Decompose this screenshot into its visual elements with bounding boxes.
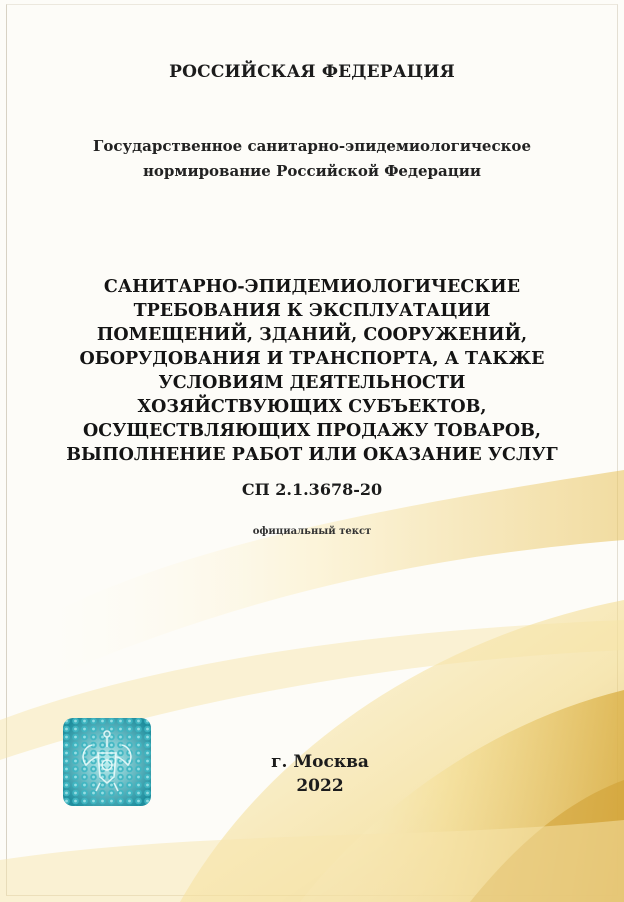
publication-year: 2022 bbox=[296, 776, 344, 796]
title-line: ПОМЕЩЕНИЙ, ЗДАНИЙ, СООРУЖЕНИЙ, bbox=[96, 325, 528, 345]
agency-name bbox=[0, 134, 624, 184]
title-line: ТРЕБОВАНИЯ К ЭКСПЛУАТАЦИИ bbox=[133, 301, 491, 321]
document-code: СП 2.1.3678-20 bbox=[241, 480, 383, 499]
country-heading: РОССИЙСКАЯ ФЕДЕРАЦИЯ bbox=[169, 62, 455, 82]
title-line: ОСУЩЕСТВЛЯЮЩИХ ПРОДАЖУ ТОВАРОВ, bbox=[83, 421, 541, 441]
publication-city: г. Москва bbox=[271, 752, 369, 772]
agency-line-1: Государственное санитарно-эпидемиологическое bbox=[93, 137, 531, 155]
title-line: УСЛОВИЯМ ДЕЯТЕЛЬНОСТИ bbox=[158, 373, 466, 393]
hologram-emblem-icon bbox=[62, 717, 152, 807]
title-line: ХОЗЯЙСТВУЮЩИХ СУБЪЕКТОВ, bbox=[137, 397, 487, 417]
document-title bbox=[0, 275, 624, 467]
title-line: ВЫПОЛНЕНИЕ РАБОТ ИЛИ ОКАЗАНИЕ УСЛУГ bbox=[66, 445, 558, 465]
title-line: ОБОРУДОВАНИЯ И ТРАНСПОРТА, А ТАКЖЕ bbox=[79, 349, 545, 369]
agency-line-2: нормирование Российской Федерации bbox=[142, 162, 482, 180]
title-line: САНИТАРНО-ЭПИДЕМИОЛОГИЧЕСКИЕ bbox=[103, 277, 521, 297]
official-text-note: официальный текст bbox=[252, 526, 372, 537]
